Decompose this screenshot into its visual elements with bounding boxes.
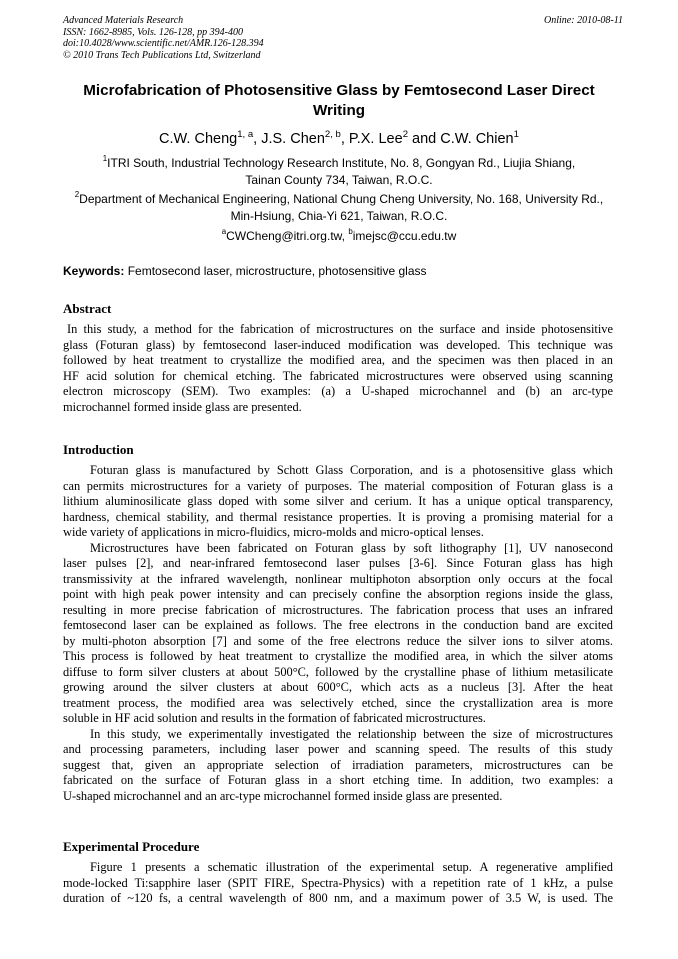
text-line: and processing parameters, including laser power and scanning speed. The results of this study — [63, 742, 613, 756]
text-line: fabricated on the surface of Foturan glass in a short etching time. In addition, two examples: a — [63, 773, 613, 787]
text-line: followed by heat treatment to crystallize the modified area, and the specimen was then placed in an — [63, 353, 613, 367]
text-line: duration of ~120 fs, a central wavelength of 800 nm, and a maximum power of 3.5 W, is used. The — [63, 891, 613, 905]
author-name: P.X. Lee — [348, 131, 403, 147]
author-separator: , — [253, 131, 262, 147]
email-address: CWCheng@itri.org.tw, — [226, 229, 349, 243]
affiliation-mark: 2 — [74, 190, 80, 199]
author-affiliation-mark: 2 — [402, 129, 409, 140]
author-emails — [63, 228, 615, 245]
text-line: Figure 1 presents a schematic illustration of the experimental setup. A regenerative amplified — [90, 860, 613, 874]
paper-title — [63, 81, 615, 121]
text-line: wide variety of applications in micro-fluidics, micro-molds and micro-optical lenses. — [63, 525, 484, 539]
abstract-heading: Abstract — [63, 301, 112, 316]
keywords-text: Femtosecond laser, microstructure, photosensitive glass — [124, 264, 427, 278]
affiliation-1 — [63, 155, 615, 189]
text-line: In this study, we experimentally investigated the relationship between the size of microstructures — [90, 726, 613, 741]
text-line: U-shaped microchannel and an arc-type microchannel formed inside glass are presented. — [63, 788, 503, 803]
issn-line: ISSN: 1662-8985, Vols. 126-128, pp 394-400 — [63, 26, 243, 38]
introduction-heading: Introduction — [63, 442, 134, 457]
text-line: growing around the silver clusters at about 600°C, which acts as a nucleus [3]. After the heat — [63, 680, 613, 694]
text-line: glass (Foturan glass) by femtosecond laser-induced modification was developed. This technique was — [63, 337, 613, 352]
copyright-line: © 2010 Trans Tech Publications Ltd, Switzerland — [63, 49, 261, 61]
keywords-label: Keywords: — [63, 264, 125, 278]
text-line: can permits microstructures for a variety of purposes. The material composition of Foturan glass is a — [63, 478, 613, 493]
doi-line: doi:10.4028/www.scientific.net/AMR.126-128.394 — [63, 38, 264, 49]
author-affiliation-mark: 2, b — [324, 129, 341, 140]
text-line: lithium aluminosilicate glass doped with some silver and cerium. It has a unique optical transparency, — [63, 494, 613, 508]
keywords — [63, 263, 615, 279]
journal-name: Advanced Materials Research — [63, 15, 184, 26]
email-address: imejsc@ccu.edu.tw — [352, 229, 457, 243]
online-date: Online: 2010-08-11 — [544, 15, 623, 26]
text-line: In this study, a method for the fabrication of microstructures on the surface and inside photosensitive — [67, 322, 613, 336]
text-line: laser pulses [2], and near-infrared femtosecond laser pulses [3-6]. Since Foturan glass has high — [63, 556, 613, 570]
author-name: C.W. Chien — [440, 131, 514, 147]
author-separator: , — [340, 131, 349, 147]
text-line: soluble in HF acid solution and results in the formation of fabricated microstructures. — [63, 711, 486, 725]
text-line: microchannel formed inside glass are presented. — [63, 399, 302, 414]
text-line: Foturan glass is manufactured by Schott Glass Corporation, and is a photosensitive glass which — [90, 463, 613, 477]
experimental-heading: Experimental Procedure — [63, 839, 200, 854]
experimental-body — [63, 860, 613, 907]
text-line: HF acid solution for chemical etching. The fabricated microstructures were observed using scanning — [63, 368, 613, 383]
author-separator: and — [408, 131, 441, 147]
title-line-2: Writing — [312, 102, 366, 119]
affiliation-line: Department of Mechanical Engineering, National Chung Cheng University, No. 168, University Rd., — [79, 192, 604, 206]
text-line: femtosecond laser can be explained as follows. The free electrons in the conduction band are excited — [63, 618, 613, 632]
author-affiliation-mark: 1 — [513, 129, 519, 140]
affiliation-line: Tainan County 734, Taiwan, R.O.C. — [245, 173, 433, 187]
text-line: hardness, chemical stability, and thermal resistance properties. It is proving a promising material for a — [63, 509, 613, 524]
text-line: diffuse to form silver clusters at about 500°C, followed by the crystalline phase of lithium metasilicate — [63, 664, 613, 679]
author-affiliation-mark: 1, a — [237, 129, 254, 140]
text-line: treatment process, the modified area was selectively etched, since the crystallization area is more — [63, 695, 613, 710]
affiliation-line: Min-Hsiung, Chia-Yi 621, Taiwan, R.O.C. — [230, 209, 448, 223]
text-line: Microstructures have been fabricated on Foturan glass by soft lithography [1], UV nanosecond — [90, 540, 613, 555]
title-line-1: Microfabrication of Photosensitive Glass by Femtosecond Laser Direct — [83, 82, 595, 99]
text-line: mode-locked Ti:sapphire laser (SPIT FIRE, Spectra-Physics) with a repetition rate of 1 kHz, a pulse — [63, 875, 613, 890]
author-name: C.W. Cheng — [159, 131, 238, 147]
text-line: transmissivity at the infrared wavelength, nonlinear multiphoton absorption only occurs at the focal — [63, 571, 613, 586]
abstract-body — [63, 322, 613, 415]
affiliation-2 — [63, 191, 615, 225]
author-name: J.S. Chen — [261, 131, 325, 147]
text-line: This process is followed by heat treatment to crystallize the modified area, in which the silver atoms — [63, 649, 613, 663]
author-list — [63, 129, 615, 149]
text-line: electron microscopy (SEM). Two examples: (a) a U-shaped microchannel and (b) an arc-type — [63, 384, 613, 398]
email-mark: b — [348, 227, 353, 236]
introduction-body — [63, 463, 613, 804]
text-line: point with high peak power intensity and can precisely confine the absorption regions inside the glass, — [63, 587, 613, 601]
affiliation-mark: 1 — [102, 154, 108, 163]
email-mark: a — [221, 227, 227, 236]
text-line: resulting in more precise fabrication of microstructures. The fabrication process that uses an infrared — [63, 602, 613, 617]
text-line: suggest that, given an appropriate selection of irradiation parameters, microstructures can be — [63, 757, 613, 772]
affiliation-line: ITRI South, Industrial Technology Research Institute, No. 8, Gongyan Rd., Liujia Shiang, — [107, 156, 576, 170]
text-line: by multi-photon absorption [7] and some of the free electrons reduce the silver ions to silver atoms. — [63, 633, 613, 648]
journal-header — [63, 15, 623, 61]
